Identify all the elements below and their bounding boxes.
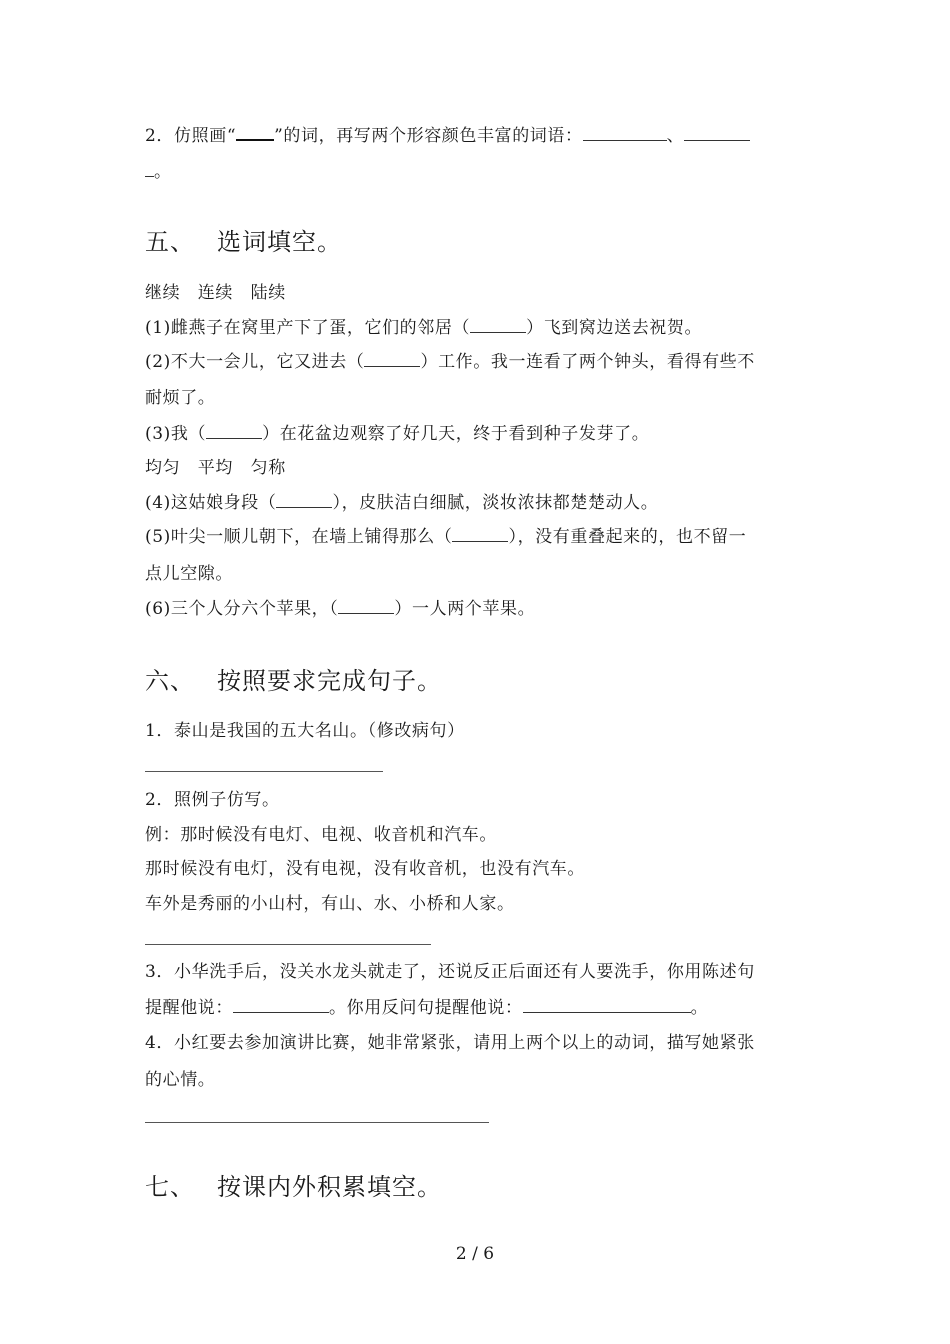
section-6-title: 按照要求完成句子。 [217, 667, 442, 695]
answer-line[interactable] [145, 944, 431, 945]
q2-cont-line [145, 160, 172, 184]
q3-text-c: 。 [690, 998, 709, 1018]
section-7-title: 按课内外积累填空。 [217, 1173, 442, 1201]
s6-question-3: 3．小华洗手后，没关水龙头就走了，还说反正后面还有人要洗手，你用陈述句 [145, 962, 755, 982]
fill-item-2-text-b: ）工作。我一连看了两个钟头，看得有些不 [420, 352, 755, 372]
answer-blank[interactable] [338, 598, 394, 614]
s6-question-4: 4．小红要去参加演讲比赛，她非常紧张，请用上两个以上的动词，描写她紧张 [145, 1033, 755, 1053]
fill-item-1 [145, 316, 702, 340]
fill-item-1-text-a: (1)雌燕子在窝里产下了蛋，它们的邻居（ [145, 318, 471, 338]
word-choices-1: 继续 连续 陆续 [145, 283, 286, 303]
section-7-heading [145, 1171, 442, 1203]
fill-item-5-cont: 点儿空隙。 [145, 564, 233, 584]
page-number: 2 / 6 [455, 1244, 495, 1264]
fill-item-4 [145, 491, 658, 515]
answer-blank[interactable] [206, 423, 262, 439]
s6-question-4-cont: 的心情。 [145, 1070, 216, 1090]
fill-item-6 [145, 597, 535, 621]
q2-middle: ”的词，再写两个形容颜色丰富的词语： [274, 126, 583, 146]
s6-question-2-sentence: 车外是秀丽的小山村，有山、水、小桥和人家。 [145, 894, 515, 914]
fill-item-4-text-a: (4)这姑娘身段（ [145, 493, 277, 513]
answer-blank[interactable] [684, 125, 750, 141]
answer-blank[interactable] [523, 997, 691, 1013]
answer-blank[interactable] [470, 317, 526, 333]
fill-item-2-cont: 耐烦了。 [145, 388, 216, 408]
answer-blank[interactable] [233, 997, 329, 1013]
fill-item-6-text-a: (6)三个人分六个苹果，（ [145, 599, 339, 619]
fill-item-2-text-a: (2)不大一会儿，它又进去（ [145, 352, 365, 372]
answer-blank[interactable] [364, 351, 420, 367]
s6-question-3-cont [145, 996, 708, 1020]
answer-blank[interactable] [452, 526, 508, 542]
fill-item-6-text-b: ）一人两个苹果。 [394, 599, 536, 619]
answer-blank[interactable] [145, 161, 154, 177]
fill-item-3-text-a: (3)我（ [145, 424, 207, 444]
s6-question-2: 2．照例子仿写。 [145, 790, 280, 810]
example-line-2: 那时候没有电灯，没有电视，没有收音机，也没有汽车。 [145, 859, 585, 879]
answer-blank[interactable] [276, 492, 332, 508]
q2-cont: 。 [154, 162, 172, 182]
q3-text-b: 。你用反问句提醒他说： [329, 998, 523, 1018]
answer-blank[interactable] [583, 125, 667, 141]
s6-question-1: 1．泰山是我国的五大名山。（修改病句） [145, 721, 465, 741]
q2-prefix: 2．仿照画“ [145, 126, 237, 146]
section-6-number: 六、 [145, 667, 195, 695]
answer-line[interactable] [145, 771, 383, 772]
fill-item-2 [145, 350, 755, 374]
q2-line [145, 124, 750, 148]
section-7-number: 七、 [145, 1173, 195, 1201]
fill-item-5 [145, 525, 746, 549]
fill-item-5-text-b: ），没有重叠起来的，也不留一 [508, 527, 747, 547]
word-choices-2: 均匀 平均 匀称 [145, 458, 286, 478]
section-5-number: 五、 [145, 228, 195, 256]
section-6-heading [145, 665, 442, 697]
underlined-word-blank [236, 124, 274, 141]
q3-text-a: 提醒他说： [145, 998, 233, 1018]
fill-item-4-text-b: ），皮肤洁白细腻，淡妆浓抹都楚楚动人。 [332, 493, 659, 513]
answer-line[interactable] [145, 1122, 489, 1123]
example-line-1: 例：那时候没有电灯、电视、收音机和汽车。 [145, 825, 497, 845]
section-5-title: 选词填空。 [217, 228, 342, 256]
fill-item-5-text-a: (5)叶尖一顺儿朝下，在墙上铺得那么（ [145, 527, 453, 547]
fill-item-1-text-b: ）飞到窝边送去祝贺。 [526, 318, 703, 338]
section-5-heading [145, 226, 342, 258]
q2-sep: 、 [666, 126, 685, 146]
fill-item-3 [145, 422, 649, 446]
fill-item-3-text-b: ）在花盆边观察了好几天，终于看到种子发芽了。 [262, 424, 650, 444]
